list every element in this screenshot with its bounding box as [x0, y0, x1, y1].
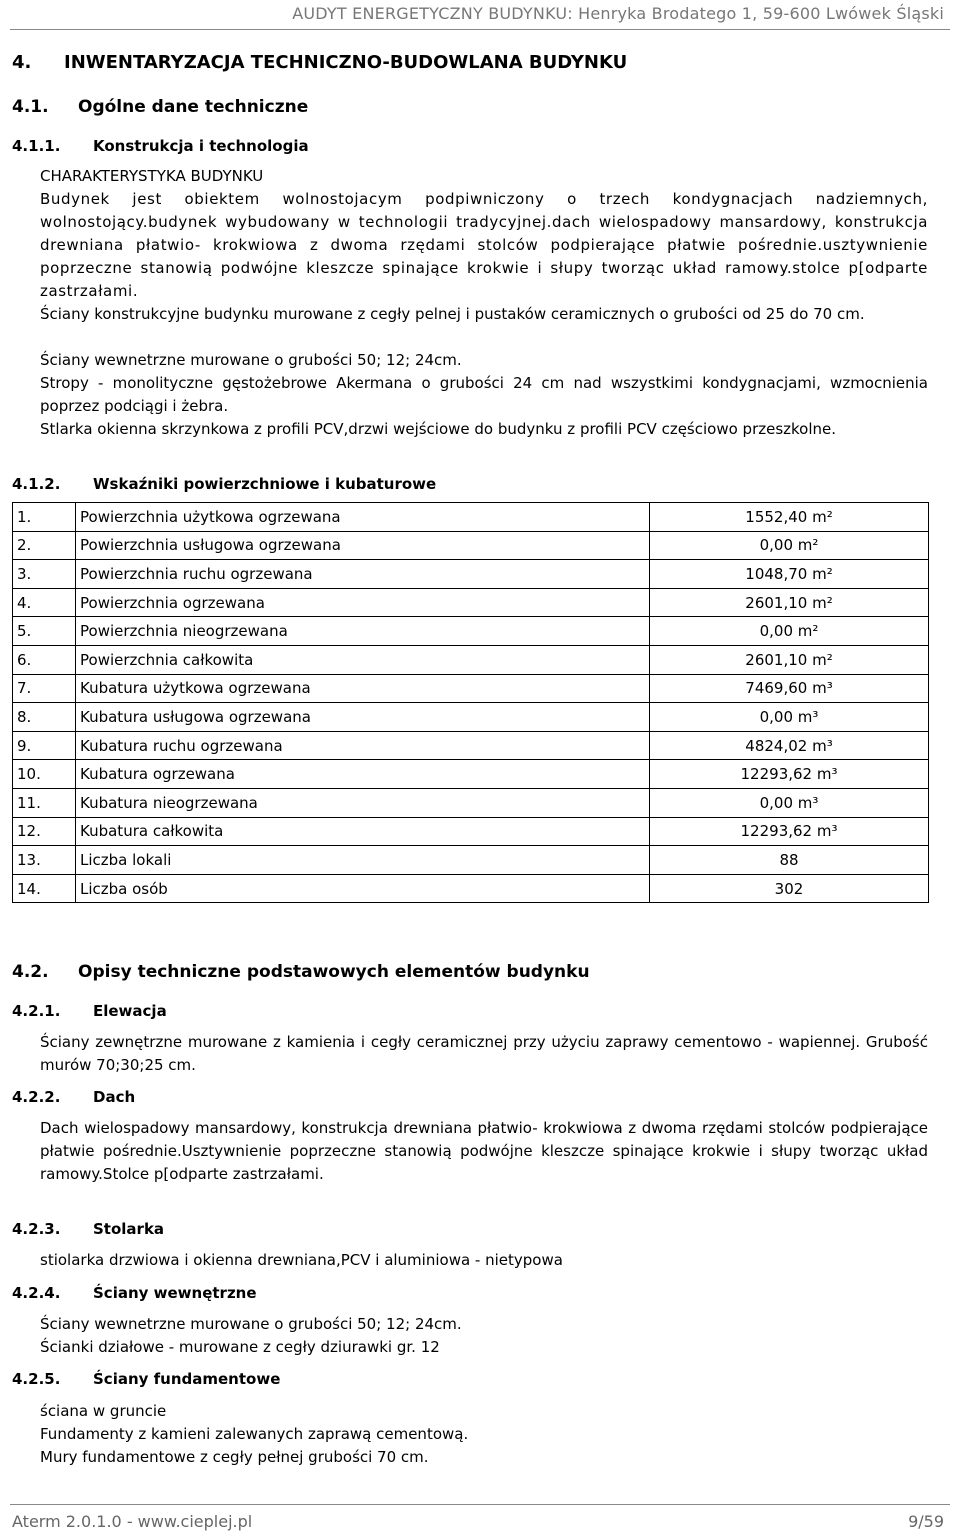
section-4-2-4-heading [12, 1284, 257, 1302]
row-number: 8. [13, 703, 76, 732]
section-4-2-heading [12, 962, 590, 982]
row-value: 0,00 m² [650, 531, 929, 560]
section-4-1-2-heading [12, 475, 436, 493]
section-4-heading [12, 52, 627, 73]
row-label: Powierzchnia ruchu ogrzewana [76, 560, 650, 589]
section-number: 4.2.1. [12, 1002, 61, 1020]
row-label: Powierzchnia użytkowa ogrzewana [76, 503, 650, 532]
row-value: 2601,10 m² [650, 645, 929, 674]
row-label: Kubatura użytkowa ogrzewana [76, 674, 650, 703]
section-number: 4.2.4. [12, 1284, 61, 1302]
row-number: 9. [13, 731, 76, 760]
section-title: Opisy techniczne podstawowych elementów budynku [78, 962, 590, 982]
row-number: 4. [13, 588, 76, 617]
table-row [13, 588, 929, 617]
elevation-text: Ściany zewnętrzne murowane z kamienia i cegły ceramicznej przy użyciu zaprawy cementowo - wapiennej. Grubość murów 70;30;25 cm. [40, 1033, 928, 1074]
foundation-wall-text: ściana w gruncie [40, 1402, 167, 1420]
row-number: 10. [13, 760, 76, 789]
row-value: 7469,60 m³ [650, 674, 929, 703]
row-value: 12293,62 m³ [650, 817, 929, 846]
row-value: 1048,70 m² [650, 560, 929, 589]
row-number: 7. [13, 674, 76, 703]
row-value: 4824,02 m³ [650, 731, 929, 760]
row-number: 2. [13, 531, 76, 560]
row-value: 2601,10 m² [650, 588, 929, 617]
row-number: 6. [13, 645, 76, 674]
table-row [13, 874, 929, 903]
section-4-1-1-heading [12, 137, 309, 155]
row-value: 302 [650, 874, 929, 903]
row-value: 1552,40 m² [650, 503, 929, 532]
foundation-masonry-text: Mury fundamentowe z cegły pełnej grubości 70 cm. [40, 1448, 429, 1466]
indicators-table-body [13, 503, 929, 903]
row-label: Liczba lokali [76, 846, 650, 875]
ceilings-text: Stropy - monolityczne gęstożebrowe Akermana o grubości 24 cm nad wszystkimi kondygnacjami, wzmocnienia poprzez podciągi i żebra. [40, 374, 928, 415]
row-number: 13. [13, 846, 76, 875]
section-4-2-2-heading [12, 1088, 135, 1106]
section-title: Ściany fundamentowe [93, 1370, 281, 1388]
internal-walls-text: Ściany wewnetrzne murowane o grubości 50; 12; 24cm. [40, 351, 462, 369]
section-number: 4. [12, 52, 32, 73]
section-title: Konstrukcja i technologia [93, 137, 309, 155]
table-row [13, 531, 929, 560]
section-number: 4.2.2. [12, 1088, 61, 1106]
table-row [13, 846, 929, 875]
table-row [13, 703, 929, 732]
footer-software: Aterm 2.0.1.0 - www.cieplej.pl [12, 1512, 253, 1531]
row-value: 88 [650, 846, 929, 875]
row-label: Powierzchnia usługowa ogrzewana [76, 531, 650, 560]
section-title: INWENTARYZACJA TECHNICZNO-BUDOWLANA BUDYNKU [64, 52, 628, 73]
section-title: Dach [93, 1088, 136, 1106]
joinery-text: Stlarka okienna skrzynkowa z profili PCV,drzwi wejściowe do budynku z profili PCV częściowo przeszkolne. [40, 420, 837, 438]
section-number: 4.2.5. [12, 1370, 61, 1388]
row-number: 14. [13, 874, 76, 903]
row-value: 0,00 m³ [650, 703, 929, 732]
row-label: Powierzchnia ogrzewana [76, 588, 650, 617]
table-row [13, 674, 929, 703]
carpentry-text: stiolarka drzwiowa i okienna drewniana,PCV i aluminiowa - nietypowa [40, 1251, 563, 1269]
section-title: Ogólne dane techniczne [78, 97, 309, 117]
row-label: Kubatura całkowita [76, 817, 650, 846]
row-label: Powierzchnia całkowita [76, 645, 650, 674]
row-label: Kubatura nieogrzewana [76, 788, 650, 817]
internal-walls-desc: Ściany wewnetrzne murowane o grubości 50; 12; 24cm. [40, 1315, 462, 1333]
section-number: 4.2. [12, 962, 49, 982]
roof-text: Dach wielospadowy mansardowy, konstrukcja drewniana płatwio- krokwiowa z dwoma rzędami stolców podpierające płatwie pośrednie.Usztywnienie poprzeczne stanowią podwójne kleszcze spinające krokwie i słupy tworząc układ ramowy.Stolce p[odparte zastrzałami. [40, 1119, 928, 1183]
row-number: 3. [13, 560, 76, 589]
row-number: 11. [13, 788, 76, 817]
header-rule [10, 29, 950, 30]
section-number: 4.1.1. [12, 137, 61, 155]
row-label: Kubatura usługowa ogrzewana [76, 703, 650, 732]
building-characteristics-caption: CHARAKTERYSTYKA BUDYNKU [40, 167, 264, 185]
table-row [13, 503, 929, 532]
table-row [13, 817, 929, 846]
table-row [13, 617, 929, 646]
indicators-table [12, 502, 929, 903]
row-value: 0,00 m³ [650, 788, 929, 817]
row-value: 12293,62 m³ [650, 760, 929, 789]
building-description: Budynek jest obiektem wolnostojacym podpiwniczony o trzech kondygnacjach nadziemnych, wolnostojący.budynek wybudowany w technologii tradycyjnej.dach wielospadowy mansardowy, konstrukcja drewniana płatwio- krokwiowa z dwoma rzędami stolców podpierające płatwie pośrednie.usztywnienie poprzeczne stanowią podwójne kleszcze spinające krokwie i słupy tworząc układ ramowy.stolce p[odparte zastrzałami. [40, 190, 928, 300]
table-row [13, 560, 929, 589]
section-number: 4.1.2. [12, 475, 61, 493]
section-title: Wskaźniki powierzchniowe i kubaturowe [93, 475, 437, 493]
section-4-2-1-heading [12, 1002, 167, 1020]
page-number: 9/59 [908, 1512, 944, 1531]
table-row [13, 760, 929, 789]
row-label: Kubatura ruchu ogrzewana [76, 731, 650, 760]
row-value: 0,00 m² [650, 617, 929, 646]
table-row [13, 788, 929, 817]
footer-rule [10, 1504, 950, 1505]
section-title: Ściany wewnętrzne [93, 1284, 257, 1302]
section-4-1-heading [12, 97, 308, 117]
row-label: Powierzchnia nieogrzewana [76, 617, 650, 646]
row-label: Liczba osób [76, 874, 650, 903]
row-number: 5. [13, 617, 76, 646]
section-4-2-5-heading [12, 1370, 280, 1388]
section-title: Stolarka [93, 1220, 165, 1238]
section-title: Elewacja [93, 1002, 167, 1020]
row-number: 12. [13, 817, 76, 846]
table-row [13, 731, 929, 760]
section-4-2-3-heading [12, 1220, 164, 1238]
section-number: 4.2.3. [12, 1220, 61, 1238]
running-header: AUDYT ENERGETYCZNY BUDYNKU: Henryka Brodatego 1, 59-600 Lwówek Śląski [292, 4, 944, 23]
table-row [13, 645, 929, 674]
row-label: Kubatura ogrzewana [76, 760, 650, 789]
foundations-text: Fundamenty z kamieni zalewanych zaprawą cementową. [40, 1425, 469, 1443]
row-number: 1. [13, 503, 76, 532]
structural-walls-text: Ściany konstrukcyjne budynku murowane z cegły pelnej i pustaków ceramicznych o grubości od 25 do 70 cm. [40, 305, 865, 323]
section-number: 4.1. [12, 97, 49, 117]
partition-walls-desc: Ścianki działowe - murowane z cegły dziurawki gr. 12 [40, 1338, 440, 1356]
